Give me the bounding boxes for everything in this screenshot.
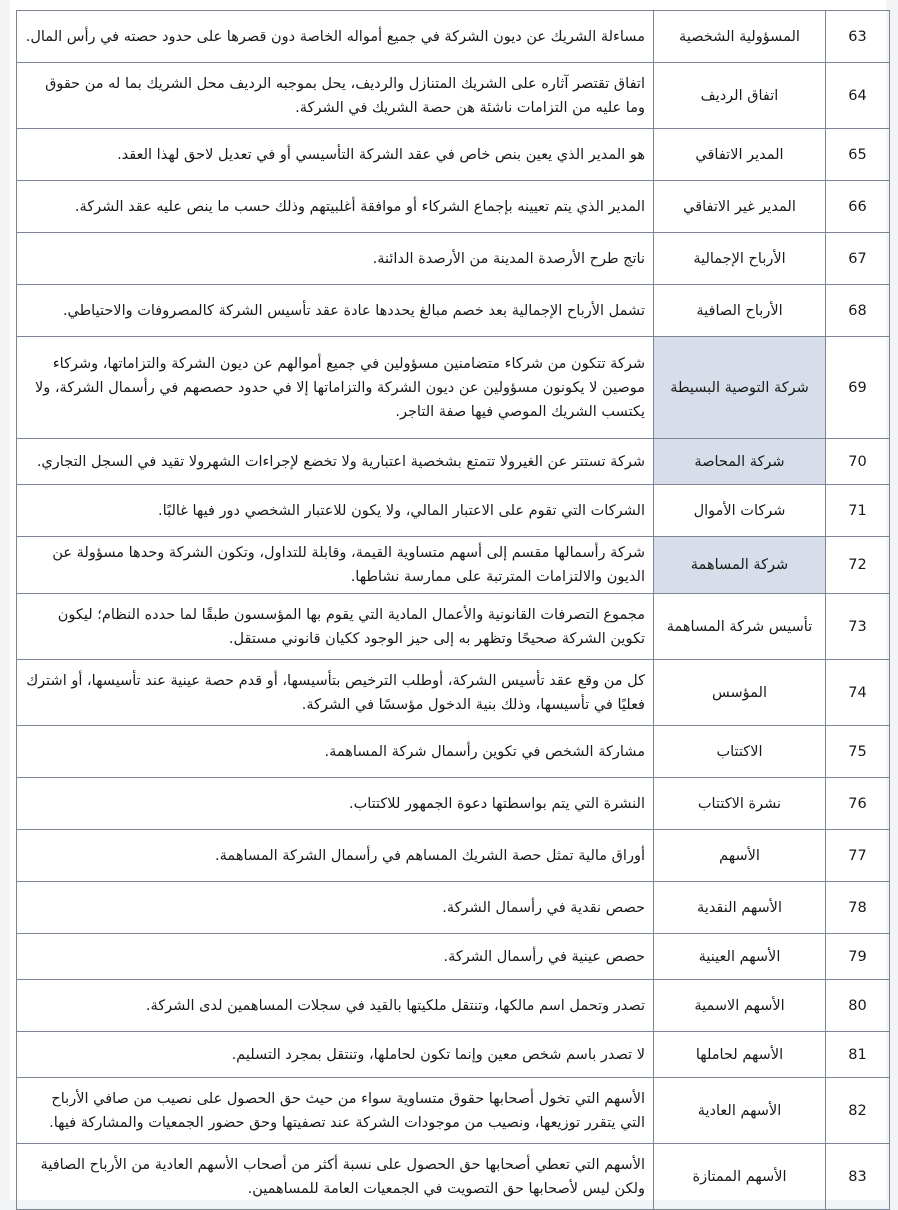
row-number: 80: [826, 980, 890, 1032]
table-row: [17, 285, 890, 337]
row-number: 70: [826, 439, 890, 485]
definition-cell: الأسهم التي تخول أصحابها حقوق متساوية سواء من حيث حق الحصول على نصيب من صافي الأرباح التي يتقرر توزيعها، ونصيب من موجودات الشركة عند تصفيتها وحق حضور الجمعيات والمشاركة فيها.: [17, 1078, 654, 1144]
definition-cell: الأسهم التي تعطي أصحابها حق الحصول على نسبة أكثر من أصحاب الأسهم العادية من الأرباح الصافية ولكن ليس لأصحابها حق التصويت في الجمعيات العامة للمساهمين.: [17, 1144, 654, 1210]
term-cell: الأسهم: [654, 830, 826, 882]
definition-cell: مجموع التصرفات القانونية والأعمال المادية التي يقوم بها المؤسسون طبقًا لما حدده النظام؛ ليكون تكوين الشركة صحيحًا وتظهر به إلى حيز الوجود ككيان قانوني مستقل.: [17, 594, 654, 660]
table-row: [17, 660, 890, 726]
row-number: 69: [826, 337, 890, 439]
term-cell: الأسهم الاسمية: [654, 980, 826, 1032]
term-cell: المدير الاتفاقي: [654, 129, 826, 181]
term-cell: اتفاق الرديف: [654, 63, 826, 129]
term-cell: الأرباح الإجمالية: [654, 233, 826, 285]
row-number: 78: [826, 882, 890, 934]
row-number: 63: [826, 11, 890, 63]
term-cell: الأسهم لحاملها: [654, 1032, 826, 1078]
table-row: [17, 129, 890, 181]
term-cell: شركات الأموال: [654, 485, 826, 537]
table-row: [17, 1078, 890, 1144]
table-row: [17, 63, 890, 129]
definition-cell: المدير الذي يتم تعيينه بإجماع الشركاء أو موافقة أغلبيتهم وذلك حسب ما ينص عليه عقد الشركة.: [17, 181, 654, 233]
row-number: 81: [826, 1032, 890, 1078]
definition-cell: الشركات التي تقوم على الاعتبار المالي، ولا يكون للاعتبار الشخصي دور فيها غالبًا.: [17, 485, 654, 537]
term-cell: الاكتتاب: [654, 726, 826, 778]
term-cell: المؤسس: [654, 660, 826, 726]
definition-cell: مشاركة الشخص في تكوين رأسمال شركة المساهمة.: [17, 726, 654, 778]
table-row: [17, 233, 890, 285]
table-row: [17, 11, 890, 63]
term-cell: الأسهم الممتازة: [654, 1144, 826, 1210]
row-number: 66: [826, 181, 890, 233]
row-number: 79: [826, 934, 890, 980]
term-cell: المسؤولية الشخصية: [654, 11, 826, 63]
definition-cell: شركة رأسمالها مقسم إلى أسهم متساوية القيمة، وقابلة للتداول، وتكون الشركة وحدها مسؤولة عن الديون والالتزامات المترتبة على ممارسة نشاطها.: [17, 537, 654, 594]
definition-cell: شركة تستتر عن الغيرولا تتمتع بشخصية اعتبارية ولا تخضع لإجراءات الشهرولا تقيد في السجل التجاري.: [17, 439, 654, 485]
table-row: [17, 934, 890, 980]
row-number: 82: [826, 1078, 890, 1144]
term-cell: تأسيس شركة المساهمة: [654, 594, 826, 660]
term-cell: المدير غير الاتفاقي: [654, 181, 826, 233]
term-cell: الأسهم العينية: [654, 934, 826, 980]
glossary-table: [16, 10, 890, 1210]
row-number: 74: [826, 660, 890, 726]
row-number: 67: [826, 233, 890, 285]
definition-cell: تصدر وتحمل اسم مالكها، وتنتقل ملكيتها بالقيد في سجلات المساهمين لدى الشركة.: [17, 980, 654, 1032]
table-row: [17, 594, 890, 660]
definition-cell: شركة تتكون من شركاء متضامنين مسؤولين في جميع أموالهم عن ديون الشركة والتزاماتها، وشركاء موصين لا يكونون مسؤولين عن ديون الشركة والتزاماتها إلا في حدود حصصهم في رأسمال الشركة، ولا يكتسب الشريك الموصي فيها صفة التاجر.: [17, 337, 654, 439]
definition-cell: أوراق مالية تمثل حصة الشريك المساهم في رأسمال الشركة المساهمة.: [17, 830, 654, 882]
definition-cell: اتفاق تقتصر آثاره على الشريك المتنازل والرديف، يحل بموجبه الرديف محل الشريك بما له من حقوق وما عليه من التزامات ناشئة هن حصة الشريك في الشركة.: [17, 63, 654, 129]
row-number: 68: [826, 285, 890, 337]
table-row: [17, 882, 890, 934]
row-number: 64: [826, 63, 890, 129]
term-cell: نشرة الاكتتاب: [654, 778, 826, 830]
definition-cell: كل من وقع عقد تأسيس الشركة، أوطلب الترخيص بتأسيسها، أو قدم حصة عينية عند تأسيسها، أو اشترك فعليًا في تأسيسها، وذلك بنية الدخول مؤسسًا في الشركة.: [17, 660, 654, 726]
definition-cell: النشرة التي يتم بواسطتها دعوة الجمهور للاكتتاب.: [17, 778, 654, 830]
table-row: [17, 1032, 890, 1078]
row-number: 76: [826, 778, 890, 830]
table-row: [17, 726, 890, 778]
glossary-rows: [17, 11, 890, 1210]
document-page: [10, 0, 886, 1200]
definition-cell: هو المدير الذي يعين بنص خاص في عقد الشركة التأسيسي أو في تعديل لاحق لهذا العقد.: [17, 129, 654, 181]
term-cell: الأسهم العادية: [654, 1078, 826, 1144]
row-number: 75: [826, 726, 890, 778]
definition-cell: لا تصدر باسم شخص معين وإنما تكون لحاملها، وتنتقل بمجرد التسليم.: [17, 1032, 654, 1078]
term-cell: شركة المساهمة: [654, 537, 826, 594]
term-cell: شركة التوصية البسيطة: [654, 337, 826, 439]
definition-cell: ناتج طرح الأرصدة المدينة من الأرصدة الدائنة.: [17, 233, 654, 285]
table-row: [17, 181, 890, 233]
definition-cell: تشمل الأرباح الإجمالية بعد خصم مبالغ يحددها عادة عقد تأسيس الشركة كالمصروفات والاحتياطي.: [17, 285, 654, 337]
definition-cell: حصص عينية في رأسمال الشركة.: [17, 934, 654, 980]
table-row: [17, 439, 890, 485]
table-row: [17, 980, 890, 1032]
definition-cell: مساءلة الشريك عن ديون الشركة في جميع أمواله الخاصة دون قصرها على حدود حصته في رأس المال.: [17, 11, 654, 63]
row-number: 83: [826, 1144, 890, 1210]
term-cell: الأرباح الصافية: [654, 285, 826, 337]
table-row: [17, 778, 890, 830]
table-row: [17, 830, 890, 882]
term-cell: شركة المحاصة: [654, 439, 826, 485]
row-number: 71: [826, 485, 890, 537]
table-row: [17, 485, 890, 537]
row-number: 65: [826, 129, 890, 181]
definition-cell: حصص نقدية في رأسمال الشركة.: [17, 882, 654, 934]
row-number: 72: [826, 537, 890, 594]
row-number: 73: [826, 594, 890, 660]
row-number: 77: [826, 830, 890, 882]
term-cell: الأسهم النقدية: [654, 882, 826, 934]
table-row: [17, 537, 890, 594]
table-row: [17, 337, 890, 439]
